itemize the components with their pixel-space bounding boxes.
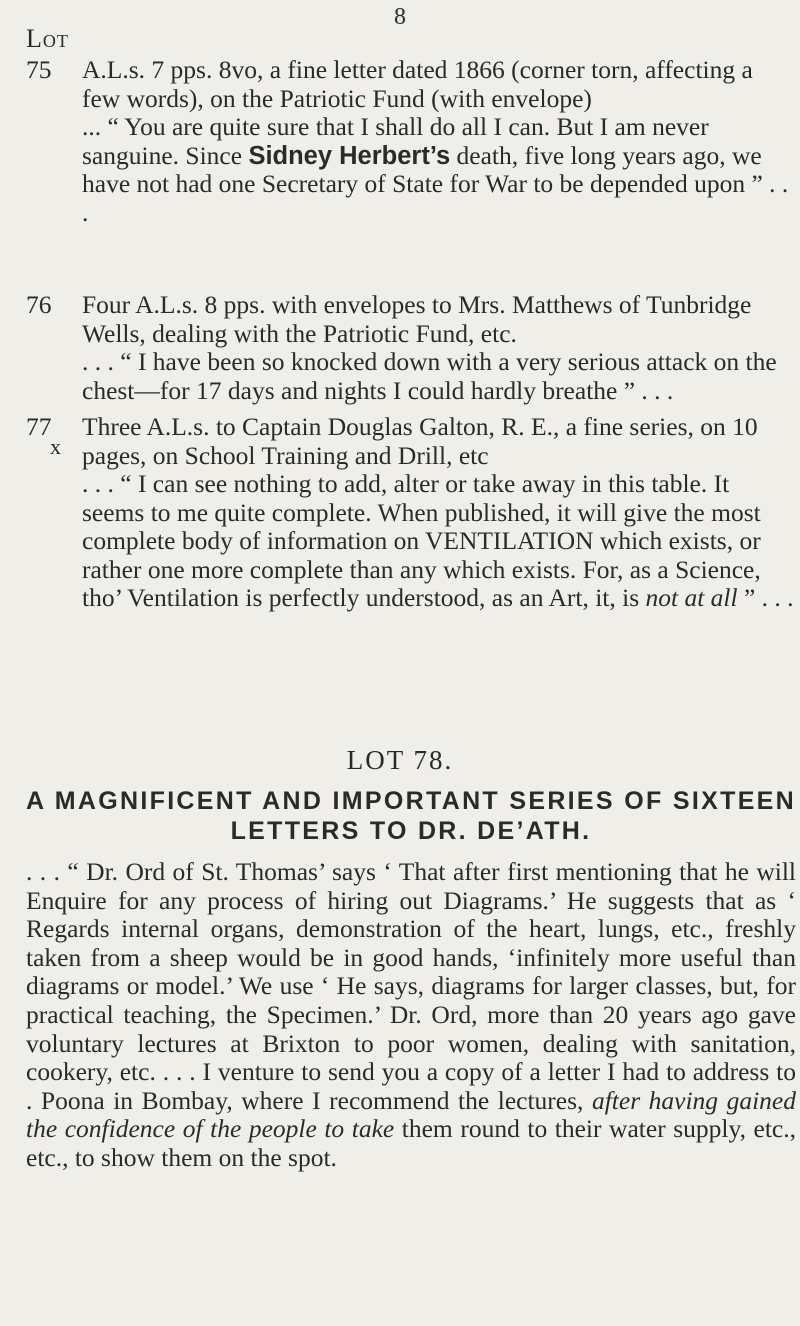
lot-quote: ... “ You are quite sure that I shall do all I can. But I am never sanguine. Since Sidney Herbert’s death, five long years ago, we have not had one Secretary of State for War to be depended upon ” . . . [82,112,789,227]
letter-excerpt: . . . “ Dr. Ord of St. Thomas’ says ‘ That after first mentioning that he will Enquire for any process of hiring out Diagrams.’ He suggests that as ‘ Regards internal organs, demonstration of the heart, lungs, etc., freshly taken from a sheep would be in good hands, ‘infinitely more useful than diagrams or model.’ We use ‘ He says, diagrams for larger classes, but, for practical teaching, the Specimen.’ Dr. Ord, more than 20 years ago gave voluntary lectures at Brixton to poor women, dealing with sanitation, cookery, etc. . . . I venture to send you a copy of a letter I had to address to . Poona in Bombay, where I recommend the lectures, after having gained the confidence of the people to take them round to their water supply, etc., etc., to show them on the spot. [26,857,797,1172]
lot-entry-75 [26,56,796,227]
series-title-line-2: LETTERS TO DR. DE’ATH. [230,817,592,845]
lot-number: 75 [26,55,52,84]
lot-number: 77 [26,412,52,441]
marginal-cross-mark: x [50,434,61,459]
lot-78-heading: LOT 78. [346,745,454,775]
lot-description: Three A.L.s. to Captain Douglas Galton, R. E., a fine series, on 10 pages, on School Training and Drill, etc [82,412,758,470]
lot-entry-77 [26,413,796,613]
lot-number: 76 [26,290,52,319]
quote-name: Sidney Herbert’s [248,141,451,170]
series-title [26,786,796,846]
page-number: 8 [394,4,406,30]
lot-quote: . . . “ I can see nothing to add, alter or take away in this table. It seems to me quite complete. When published, it will give the most complete body of information on VENTILATION which exists, or rather one more complete than any which exists. For, as a Science, tho’ Ventilation is perfectly understood, as an Art, it, is not at all ” . . . [82,469,794,612]
lot-quote: . . . “ I have been so knocked down with a very serious attack on the chest—for 17 days and nights I could hardly breathe ” . . . [82,347,777,405]
lot-column-heading: Lot [26,24,69,53]
series-title-line-1: A MAGNIFICENT AND IMPORTANT SERIES OF SIXTEEN [26,787,796,815]
lot-description: A.L.s. 7 pps. 8vo, a fine letter dated 1866 (corner torn, affecting a few words), on the Patriotic Fund (with envelope) [82,55,753,113]
lot-description: Four A.L.s. 8 pps. with envelopes to Mrs. Matthews of Tunbridge Wells, dealing with the Patriotic Fund, etc. [82,290,752,348]
lot-entry-76 [26,291,796,405]
